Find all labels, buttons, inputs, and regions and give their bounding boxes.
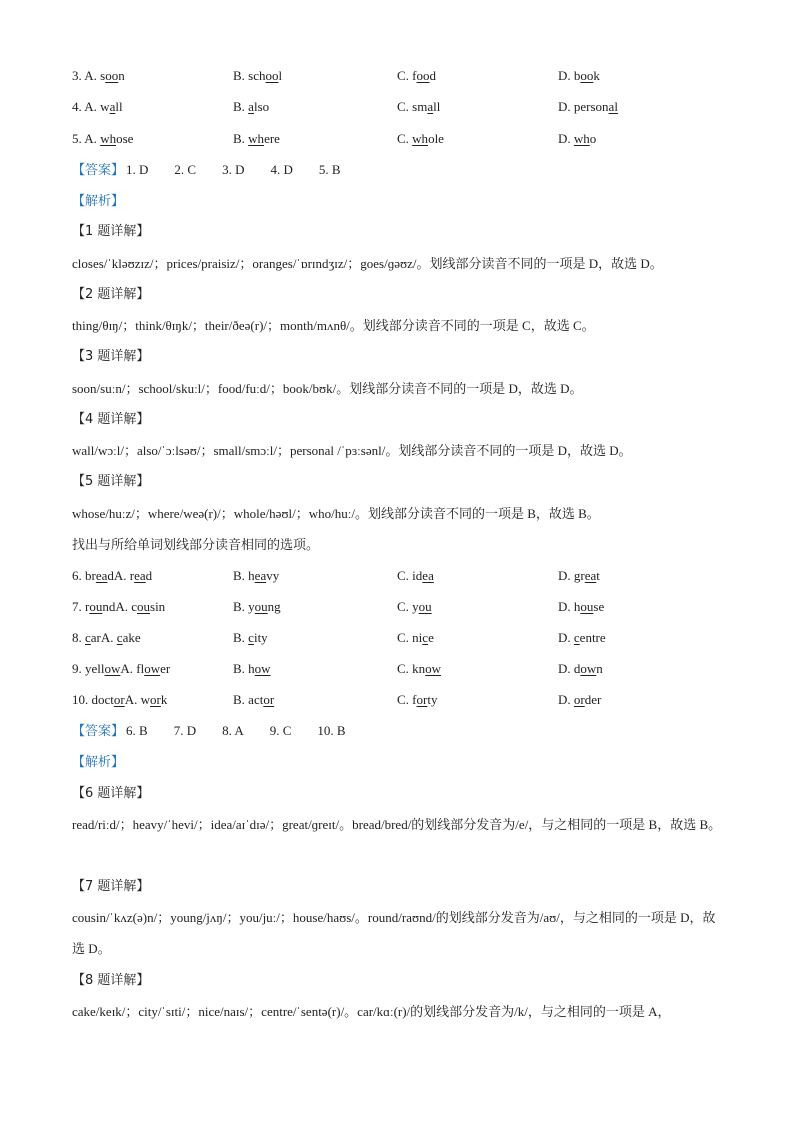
detail-6-heading: 【6 题详解】 — [72, 786, 150, 801]
option-d: D. down — [558, 661, 603, 676]
detail-2-heading: 【2 题详解】 — [72, 287, 150, 302]
analysis-label: 【解析】 — [72, 194, 125, 209]
stem-and-option-a: 6. breadA. read — [72, 568, 153, 583]
question-8 — [72, 629, 752, 647]
option-c: C. idea — [397, 568, 434, 583]
detail-4-heading: 【4 题详解】 — [72, 412, 150, 427]
stem-and-option-a: 7. roundA. cousin — [72, 599, 166, 614]
option-c: C. nice — [397, 630, 434, 645]
option-d: D. order — [558, 692, 602, 707]
option-d: D. great — [558, 568, 600, 583]
stem-and-option-a: 9. yellowA. flower — [72, 661, 171, 676]
analysis-label-2: 【解析】 — [72, 755, 125, 770]
question-6 — [72, 567, 752, 585]
question-9 — [72, 660, 752, 678]
detail-2-text: thing/θɪŋ/；think/θɪŋk/；their/ðeə(r)/；month/mʌnθ/。划线部分读音不同的一项是 C，故选 C。 — [72, 318, 595, 333]
question-7 — [72, 598, 752, 616]
detail-3-text: soon/suːn/；school/skuːl/；food/fuːd/；book/bʊk/。划线部分读音不同的一项是 D，故选 D。 — [72, 381, 583, 396]
detail-3-heading: 【3 题详解】 — [72, 349, 150, 364]
answer-label: 【答案】 — [72, 163, 125, 178]
answer-line-1: 【答案】 1. D 2. C 3. D 4. D 5. B — [72, 162, 341, 178]
question-5 — [72, 130, 752, 148]
option-b: B. actor — [233, 692, 275, 707]
option-d: D. house — [558, 599, 605, 614]
option-b: B. city — [233, 630, 268, 645]
option-c: C. know — [397, 661, 442, 676]
question-4 — [72, 98, 752, 116]
option-b: B. young — [233, 599, 281, 614]
answer-line-2: 【答案】 6. B 7. D 8. A 9. C 10. B — [72, 723, 346, 739]
option-a: 3. A. soon — [72, 68, 125, 83]
stem-and-option-a: 10. doctorA. work — [72, 692, 168, 707]
answer-label: 【答案】 — [72, 724, 125, 739]
detail-7-text: cousin/ˈkʌz(ə)n/；young/jʌŋ/；you/juː/；house/haʊs/。round/raʊnd/的划线部分发音为/aʊ/，与之相同的一项是 D，故选 D。 — [72, 910, 716, 956]
detail-1-text: closes/ˈkləʊzɪz/；prices/praisiz/；oranges/ˈɒrɪndʒɪz/；goes/ɡəʊz/。划线部分读音不同的一项是 D，故选 D。 — [72, 256, 663, 271]
option-a: 5. A. whose — [72, 131, 134, 146]
detail-6-text: read/riːd/；heavy/ˈhevi/；idea/aɪˈdɪə/；great/ɡreɪt/。bread/bred/的划线部分发音为/e/，与之相同的一项是 B，故选 B。 — [72, 817, 722, 832]
option-c: C. food — [397, 68, 436, 83]
option-b: B. heavy — [233, 568, 280, 583]
question-3 — [72, 67, 752, 85]
option-d: D. who — [558, 131, 597, 146]
option-c: C. forty — [397, 692, 438, 707]
option-c: C. small — [397, 99, 441, 114]
detail-7-heading: 【7 题详解】 — [72, 879, 150, 894]
option-b: B. how — [233, 661, 271, 676]
detail-8-heading: 【8 题详解】 — [72, 973, 150, 988]
detail-8-text: cake/keɪk/；city/ˈsɪti/；nice/naɪs/；centre/ˈsentə(r)/。car/kɑː(r)/的划线部分发音为/k/，与之相同的一项是 A， — [72, 1004, 671, 1019]
section-instruction: 找出与所给单词划线部分读音相同的选项。 — [72, 537, 320, 552]
detail-5-text: whose/huːz/；where/weə(r)/；whole/həʊl/；who/huː/。划线部分读音不同的一项是 B，故选 B。 — [72, 506, 600, 521]
question-10 — [72, 691, 752, 709]
option-c: C. whole — [397, 131, 444, 146]
detail-1-heading: 【1 题详解】 — [72, 224, 150, 239]
option-c: C. you — [397, 599, 432, 614]
option-d: D. personal — [558, 99, 618, 114]
stem-and-option-a: 8. carA. cake — [72, 630, 141, 645]
option-b: B. also — [233, 99, 270, 114]
option-b: B. school — [233, 68, 283, 83]
detail-4-text: wall/wɔːl/；also/ˈɔːlsəʊ/；small/smɔːl/；personal /ˈpɜːsənl/。划线部分读音不同的一项是 D，故选 D。 — [72, 443, 632, 458]
option-a: 4. A. wall — [72, 99, 123, 114]
detail-5-heading: 【5 题详解】 — [72, 474, 150, 489]
option-d: D. book — [558, 68, 600, 83]
option-d: D. centre — [558, 630, 606, 645]
option-b: B. where — [233, 131, 280, 146]
